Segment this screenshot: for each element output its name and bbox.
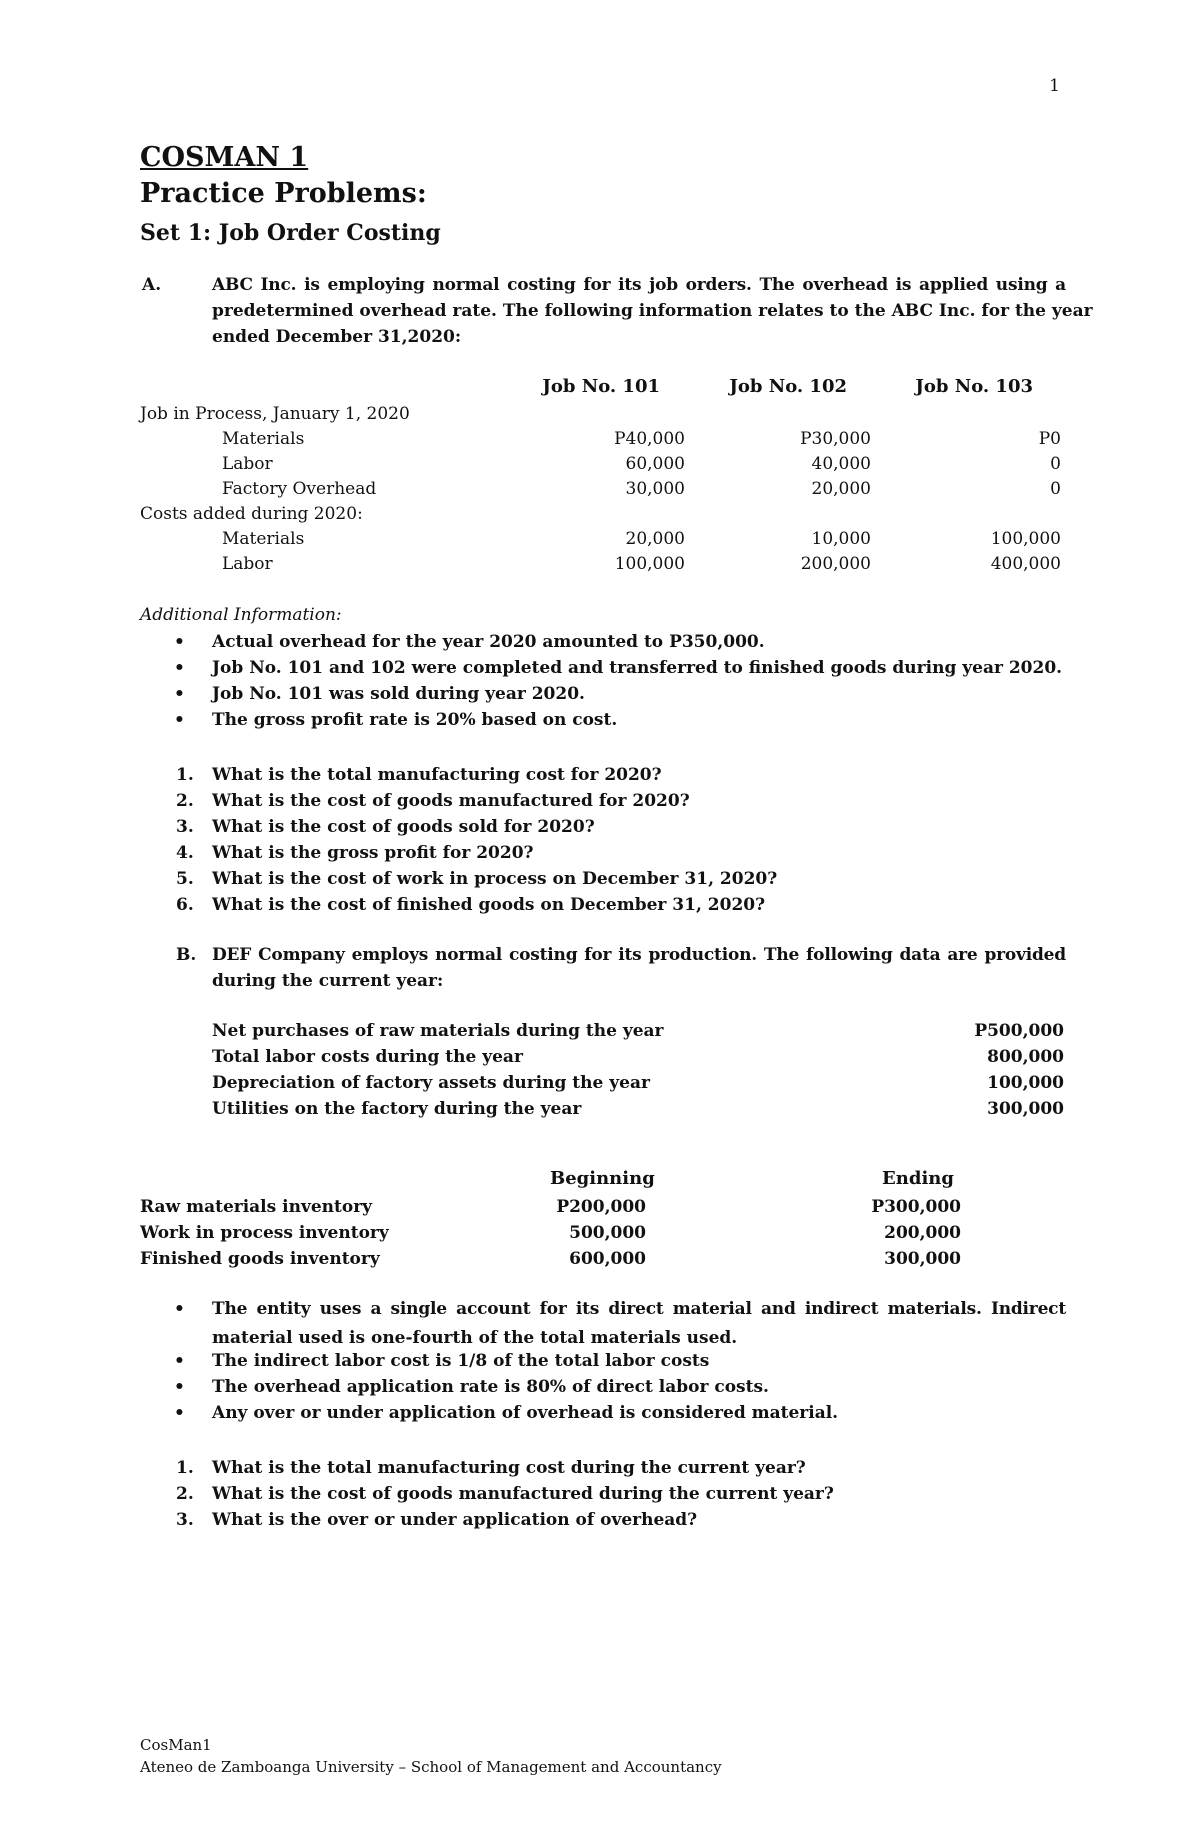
cell-value: 0	[1050, 479, 1061, 499]
job-header-103: Job No. 103	[915, 376, 1033, 397]
question-text: What is the total manufacturing cost for 2020?	[212, 765, 662, 785]
list-item: • Job No. 101 was sold during year 2020.	[212, 684, 585, 704]
cell-value: P200,000	[556, 1197, 646, 1217]
row-label: Total labor costs during the year	[212, 1047, 523, 1067]
cell-value: P500,000	[974, 1021, 1064, 1041]
list-item: • The gross profit rate is 20% based on cost.	[212, 710, 617, 730]
cell-value: P30,000	[800, 429, 871, 449]
question-number: 6.	[176, 895, 194, 915]
cell-value: 300,000	[884, 1249, 961, 1269]
row-label: Labor	[222, 554, 273, 574]
list-item: • The overhead application rate is 80% of direct labor costs.	[212, 1377, 769, 1397]
job-header-102: Job No. 102	[729, 376, 847, 397]
cell-value: 200,000	[800, 554, 871, 574]
cell-value: P40,000	[614, 429, 685, 449]
question-text: What is the cost of finished goods on December 31, 2020?	[212, 895, 766, 915]
cell-value: 100,000	[990, 529, 1061, 549]
problem-b-marker: B.	[176, 945, 197, 965]
row-label: Utilities on the factory during the year	[212, 1099, 582, 1119]
cell-value: 600,000	[569, 1249, 646, 1269]
list-item: • Actual overhead for the year 2020 amounted to P350,000.	[212, 632, 765, 652]
cell-value: 60,000	[625, 454, 685, 474]
cell-value: 10,000	[811, 529, 871, 549]
question-number: 5.	[176, 869, 194, 889]
section-costs-added-label: Costs added during 2020:	[140, 504, 363, 524]
question-text: What is the total manufacturing cost during the current year?	[212, 1458, 806, 1478]
page-heading: Practice Problems:	[140, 178, 427, 209]
question-number: 1.	[176, 1458, 194, 1478]
problem-a-intro-line-2: predetermined overhead rate. The following information relates to the ABC Inc. for the year	[212, 301, 1093, 321]
row-label: Materials	[222, 429, 305, 449]
question-text: What is the cost of goods manufactured during the current year?	[212, 1484, 834, 1504]
question-text: What is the cost of work in process on December 31, 2020?	[212, 869, 778, 889]
row-label: Materials	[222, 529, 305, 549]
row-label: Labor	[222, 454, 273, 474]
row-label: Factory Overhead	[222, 479, 377, 499]
row-label: Net purchases of raw materials during the year	[212, 1021, 664, 1041]
question-text: What is the over or under application of overhead?	[212, 1510, 698, 1530]
cell-value: 30,000	[625, 479, 685, 499]
job-header-101: Job No. 101	[542, 376, 660, 397]
cell-value: 500,000	[569, 1223, 646, 1243]
problem-a-intro-line-1: ABC Inc. is employing normal costing for its job orders. The overhead is applied using a	[212, 275, 1066, 295]
list-item: • Any over or under application of overhead is considered material.	[212, 1403, 838, 1423]
list-item-continuation: material used is one-fourth of the total materials used.	[212, 1328, 738, 1348]
footer-line-1: CosMan1	[140, 1736, 212, 1754]
list-item: • Job No. 101 and 102 were completed and transferred to finished goods during year 2020.	[212, 658, 1062, 678]
cell-value: P0	[1038, 429, 1061, 449]
row-label: Finished goods inventory	[140, 1249, 380, 1269]
problem-a-marker: A.	[142, 275, 162, 295]
footer-line-2: Ateneo de Zamboanga University – School of Management and Accountancy	[140, 1758, 722, 1776]
question-number: 1.	[176, 765, 194, 785]
question-number: 2.	[176, 1484, 194, 1504]
row-label: Depreciation of factory assets during the year	[212, 1073, 650, 1093]
problem-b-intro-line-2: during the current year:	[212, 971, 444, 991]
cell-value: 0	[1050, 454, 1061, 474]
question-text: What is the cost of goods manufactured for 2020?	[212, 791, 690, 811]
question-number: 3.	[176, 1510, 194, 1530]
question-number: 4.	[176, 843, 194, 863]
cell-value: 400,000	[990, 554, 1061, 574]
cell-value: 800,000	[987, 1047, 1064, 1067]
additional-info-label: Additional Information:	[140, 605, 342, 625]
set-title: Set 1: Job Order Costing	[140, 220, 441, 246]
cell-value: 100,000	[987, 1073, 1064, 1093]
cell-value: P300,000	[871, 1197, 961, 1217]
list-item: • The indirect labor cost is 1/8 of the total labor costs	[212, 1351, 709, 1371]
inv-header-beginning: Beginning	[550, 1168, 655, 1189]
page-number: 1	[1049, 76, 1060, 96]
section-job-in-process-label: Job in Process, January 1, 2020	[140, 404, 410, 424]
question-number: 3.	[176, 817, 194, 837]
course-title: COSMAN 1	[140, 142, 309, 173]
cell-value: 200,000	[884, 1223, 961, 1243]
question-number: 2.	[176, 791, 194, 811]
problem-b-intro-line-1: DEF Company employs normal costing for its production. The following data are provided	[212, 945, 1066, 965]
row-label: Raw materials inventory	[140, 1197, 373, 1217]
question-text: What is the cost of goods sold for 2020?	[212, 817, 595, 837]
cell-value: 100,000	[614, 554, 685, 574]
question-text: What is the gross profit for 2020?	[212, 843, 534, 863]
cell-value: 20,000	[811, 479, 871, 499]
list-item: • The entity uses a single account for its direct material and indirect materials. Indirect	[212, 1299, 1066, 1319]
problem-a-intro-line-3: ended December 31,2020:	[212, 327, 462, 347]
cell-value: 300,000	[987, 1099, 1064, 1119]
row-label: Work in process inventory	[140, 1223, 389, 1243]
cell-value: 20,000	[625, 529, 685, 549]
cell-value: 40,000	[811, 454, 871, 474]
inv-header-ending: Ending	[882, 1168, 954, 1189]
